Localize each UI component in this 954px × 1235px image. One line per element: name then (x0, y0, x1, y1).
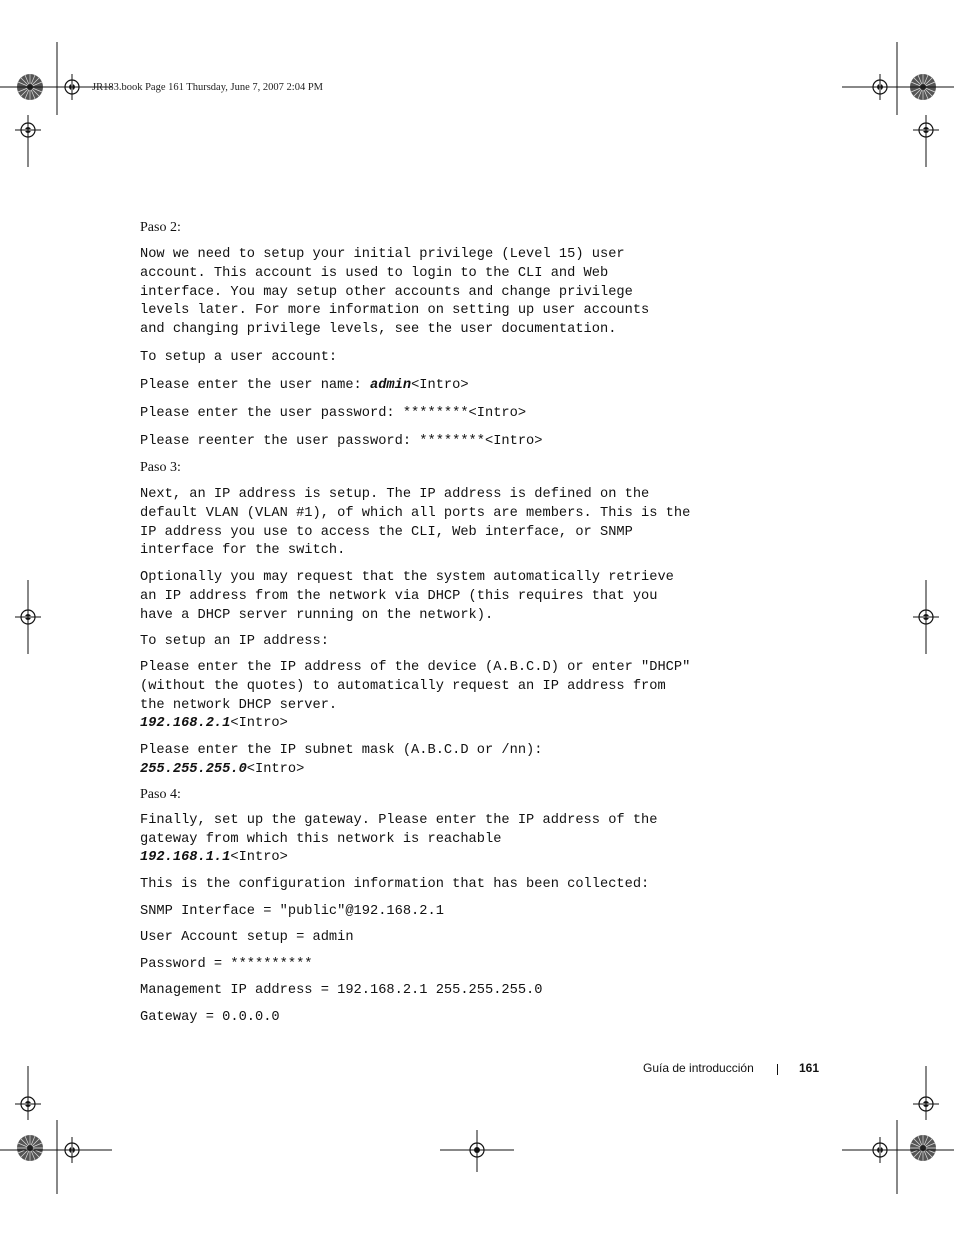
user-name-suffix: <Intro> (411, 378, 469, 393)
step-3-paragraph-1: Next, an IP address is setup. The IP address is defined on the default VLAN (VLAN #1), of which all ports are members. This is the IP address you use to access the CLI, Web interface, or SNMP interface for the switch. (140, 487, 691, 559)
user-name-prompt: Please enter the user name: (140, 378, 370, 393)
subnet-mask-value: 255.255.255.0 (140, 762, 247, 777)
password-line: Please enter the user password: ********<Intro> (140, 406, 527, 421)
gateway-prompt: Finally, set up the gateway. Please enter the IP address of the gateway from which this network is reachable (140, 813, 658, 847)
ip-address-suffix: <Intro> (230, 716, 288, 731)
ip-address-prompt: Please enter the IP address of the device (A.B.C.D) or enter "DHCP" (without the quotes) to automatically request an IP address from the network DHCP server. (140, 660, 691, 713)
starburst-mark-bottom-left (17, 1135, 43, 1161)
ip-address-value: 192.168.2.1 (140, 716, 231, 731)
step-3-paragraph-2: Optionally you may request that the system automatically retrieve an IP address from the network via DHCP (this requires that you have a DHCP server running on the network). (140, 570, 674, 623)
print-job-stamp: JR183.book Page 161 Thursday, June 7, 2007 2:04 PM (92, 82, 323, 93)
subnet-mask-suffix: <Intro> (246, 762, 305, 777)
page-number: 161 (799, 1061, 820, 1075)
gateway-value: 192.168.1.1 (140, 850, 231, 865)
footer-section-label: Guía de introducción (643, 1061, 754, 1075)
summary-intro: This is the configuration information that has been collected: (140, 877, 650, 892)
subnet-mask-prompt: Please enter the IP subnet mask (A.B.C.D or /nn): (140, 743, 543, 758)
starburst-mark-bottom-right (910, 1135, 936, 1161)
step-3-setup-line: To setup an IP address: (140, 634, 329, 649)
user-name-value: admin (370, 378, 412, 393)
user-name-line (140, 377, 780, 396)
step-3-heading: Paso 3: (140, 460, 181, 475)
subnet-mask-line (140, 761, 780, 780)
step-2-intro: Now we need to setup your initial privilege (Level 15) user account. This account is used to login to the CLI and Web interface. You may setup other accounts and change privilege levels later. For more information on setting up user accounts and changing privilege levels, see the user documentation. (140, 247, 650, 338)
ip-address-line (140, 715, 780, 734)
gateway-suffix: <Intro> (230, 850, 288, 865)
reenter-password-line: Please reenter the user password: ********<Intro> (140, 434, 543, 449)
summary-account-line: User Account setup = admin (140, 930, 354, 945)
footer-separator (777, 1064, 778, 1075)
summary-management-ip-line: Management IP address = 192.168.2.1 255.255.255.0 (140, 983, 543, 998)
gateway-line (140, 849, 780, 868)
step-2-heading: Paso 2: (140, 220, 181, 235)
summary-snmp-line: SNMP Interface = "public"@192.168.2.1 (140, 904, 444, 919)
summary-password-line: Password = ********** (140, 957, 313, 972)
summary-gateway-line: Gateway = 0.0.0.0 (140, 1010, 280, 1025)
step-2-setup-line: To setup a user account: (140, 350, 338, 365)
step-4-heading: Paso 4: (140, 787, 181, 802)
